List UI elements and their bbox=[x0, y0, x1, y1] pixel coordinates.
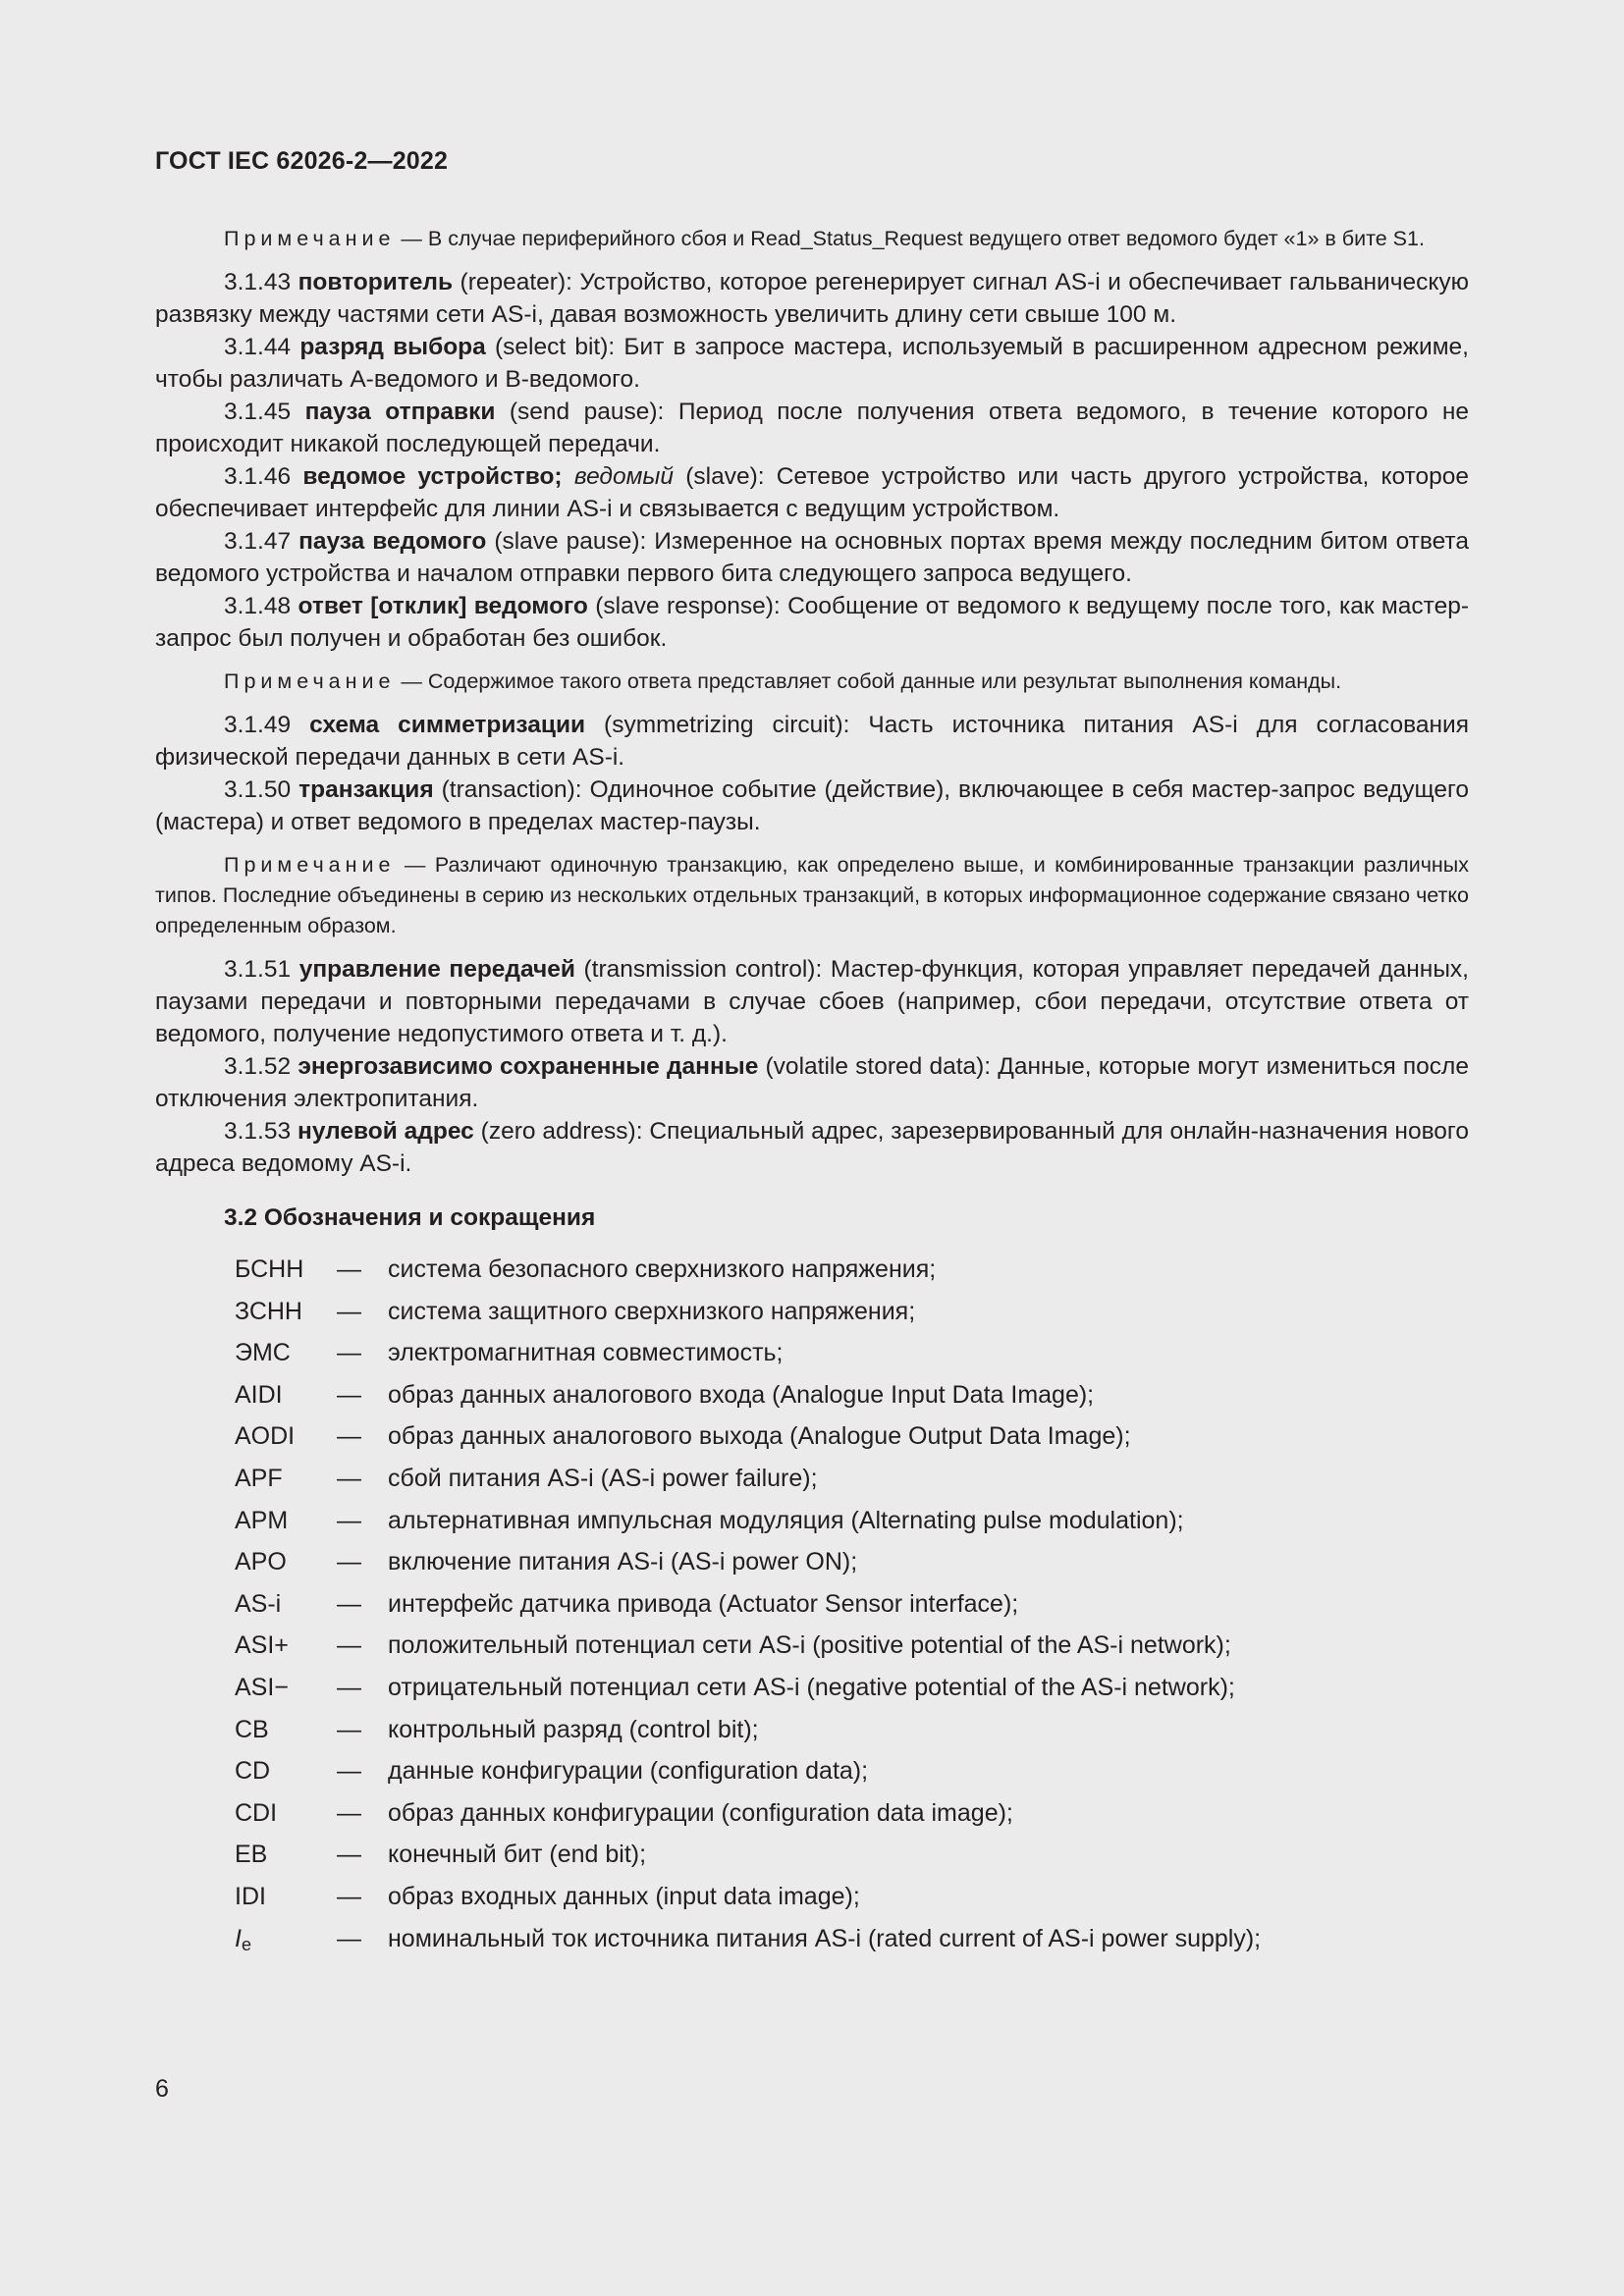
abbreviation-definition: данные конфигурации (configuration data); bbox=[388, 1757, 869, 1786]
abbreviation-row bbox=[235, 1465, 1469, 1507]
abbreviation-code: APM bbox=[235, 1506, 289, 1534]
definition-text: (select bit): Бит в запросе мастера, используемый в расширенном адресном режиме, чтобы различать А-ведомого и В-ведомого. bbox=[155, 334, 1469, 393]
defined-term: нулевой адрес bbox=[298, 1118, 474, 1145]
abbreviation-row bbox=[235, 1674, 1469, 1716]
abbreviation-definition: система защитного сверхнизкого напряжения; bbox=[388, 1297, 916, 1325]
note-paragraph bbox=[155, 224, 1469, 254]
definition-text: (symmetrizing circuit): Часть источника питания AS-i для согласования физической передачи данных в сети AS-i. bbox=[155, 712, 1469, 771]
abbreviation-row bbox=[235, 1841, 1469, 1883]
abbreviation-dash: — bbox=[337, 1924, 361, 1952]
note-label: Примечание bbox=[224, 853, 396, 877]
abbreviation-row bbox=[235, 1590, 1469, 1632]
abbreviation-dash: — bbox=[337, 1297, 361, 1325]
defined-term: ведомое устройство; bbox=[302, 463, 563, 490]
abbreviation-code: AS-i bbox=[235, 1589, 282, 1618]
abbreviation-row bbox=[235, 1548, 1469, 1590]
abbreviation-definition: образ данных аналогового входа (Analogue Input Data Image); bbox=[388, 1380, 1095, 1409]
clause-number: 3.1.48 bbox=[224, 593, 298, 619]
clause-number: 3.1.47 bbox=[224, 528, 299, 555]
abbreviation-code: ЗСНН bbox=[235, 1297, 302, 1325]
definition-text: (send pause): Период после получения ответа ведомого, в течение которого не происходит никакой последующей передачи. bbox=[155, 399, 1469, 457]
abbreviation-row bbox=[235, 1716, 1469, 1758]
defined-term: ответ [отклик] ведомого bbox=[298, 593, 588, 619]
clause-number: 3.1.44 bbox=[224, 334, 300, 360]
definition-3-1-43 bbox=[155, 266, 1469, 331]
abbreviation-definition: электромагнитная совместимость; bbox=[388, 1339, 784, 1367]
abbreviation-code: AIDI bbox=[235, 1380, 283, 1409]
defined-term: разряд выбора bbox=[299, 334, 486, 360]
abbreviation-code: APF bbox=[235, 1464, 283, 1492]
abbreviation-dash: — bbox=[337, 1548, 361, 1576]
abbreviations-list bbox=[235, 1255, 1469, 1966]
note-text: — В случае периферийного сбоя и Read_Status_Request ведущего ответ ведомого будет «1» в бите S1. bbox=[395, 227, 1425, 250]
abbreviation-code: ЭМС bbox=[235, 1339, 291, 1367]
abbreviation-code: IDI bbox=[235, 1882, 266, 1910]
definition-3-1-49 bbox=[155, 709, 1469, 774]
definition-text: (repeater): Устройство, которое регенерирует сигнал AS-i и обеспечивает гальваническую развязку между частями сети AS-i, давая возможность увеличить длину сети свыше 100 м. bbox=[155, 269, 1469, 328]
note-paragraph bbox=[155, 850, 1469, 941]
abbreviation-dash: — bbox=[337, 1506, 361, 1534]
abbreviation-definition: система безопасного сверхнизкого напряжения; bbox=[388, 1255, 937, 1283]
abbreviation-definition: контрольный разряд (control bit); bbox=[388, 1715, 759, 1743]
abbreviation-row bbox=[235, 1339, 1469, 1381]
abbreviation-row bbox=[235, 1422, 1469, 1465]
abbreviation-definition: сбой питания AS-i (AS-i power failure); bbox=[388, 1464, 818, 1492]
defined-term: транзакция bbox=[298, 776, 434, 803]
page-number: 6 bbox=[155, 2075, 169, 2103]
abbreviation-code: EB bbox=[235, 1841, 268, 1869]
alternative-term: ведомый bbox=[573, 463, 675, 490]
definition-text: (slave response): Сообщение от ведомого к ведущему после того, как мастер-запрос был получен и обработан без ошибок. bbox=[155, 593, 1469, 652]
definition-text: (volatile stored data): Данные, которые могут измениться после отключения электропитания. bbox=[155, 1053, 1469, 1112]
defined-term: управление передачей bbox=[298, 956, 575, 983]
abbreviation-dash: — bbox=[337, 1757, 361, 1786]
abbreviation-code: CD bbox=[235, 1757, 271, 1786]
note-paragraph bbox=[155, 667, 1469, 697]
definition-3-1-48 bbox=[155, 590, 1469, 655]
abbreviation-dash: — bbox=[337, 1464, 361, 1492]
clause-number: 3.1.53 bbox=[224, 1118, 298, 1145]
abbreviation-code: APO bbox=[235, 1548, 287, 1576]
abbreviation-dash: — bbox=[337, 1631, 361, 1660]
defined-term: энергозависимо сохраненные данные bbox=[298, 1053, 759, 1080]
defined-term: пауза ведомого bbox=[298, 528, 487, 555]
clause-number: 3.1.50 bbox=[224, 776, 299, 803]
abbreviation-code: CB bbox=[235, 1715, 269, 1743]
abbreviation-dash: — bbox=[337, 1339, 361, 1367]
definition-3-1-47 bbox=[155, 525, 1469, 590]
note-text: — Содержимое такого ответа представляет собой данные или результат выполнения команды. bbox=[395, 669, 1342, 693]
note-label: Примечание bbox=[224, 227, 396, 250]
abbreviation-definition: образ данных аналогового выхода (Analogue Output Data Image); bbox=[388, 1422, 1131, 1451]
symbol-base: I bbox=[235, 1924, 242, 1952]
definition-text: (slave pause): Измеренное на основных портах время между последним битом ответа ведомого устройства и началом отправки первого бита следующего запроса ведущего. bbox=[155, 528, 1470, 587]
abbreviation-code: БСНН bbox=[235, 1255, 304, 1283]
definition-3-1-52 bbox=[155, 1050, 1469, 1115]
abbreviation-row bbox=[235, 1381, 1469, 1423]
defined-term: повторитель bbox=[298, 269, 454, 295]
abbreviation-dash: — bbox=[337, 1715, 361, 1743]
abbreviation-dash: — bbox=[337, 1422, 361, 1451]
defined-term: пауза отправки bbox=[304, 399, 496, 425]
abbreviation-row bbox=[235, 1298, 1469, 1340]
abbreviation-row bbox=[235, 1255, 1469, 1298]
clause-number: 3.1.46 bbox=[224, 463, 303, 490]
definition-text: (zero address): Специальный адрес, зарезервированный для онлайн-назначения нового адреса ведомому AS-i. bbox=[155, 1118, 1469, 1177]
abbreviation-row bbox=[235, 1757, 1469, 1799]
abbreviation-dash: — bbox=[337, 1589, 361, 1618]
abbreviation-definition: образ входных данных (input data image); bbox=[388, 1882, 860, 1910]
definition-3-1-51 bbox=[155, 953, 1469, 1050]
clause-number: 3.1.51 bbox=[224, 956, 299, 983]
abbreviation-dash: — bbox=[337, 1673, 361, 1701]
abbreviation-row bbox=[235, 1799, 1469, 1842]
abbreviation-definition: интерфейс датчика привода (Actuator Sensor interface); bbox=[388, 1589, 1019, 1618]
definition-3-1-50 bbox=[155, 774, 1469, 838]
clause-number: 3.1.43 bbox=[224, 269, 298, 295]
symbol-subscript: e bbox=[241, 1934, 251, 1954]
abbreviation-code: CDI bbox=[235, 1798, 278, 1827]
abbreviation-dash: — bbox=[337, 1255, 361, 1283]
abbreviation-definition: альтернативная импульсная модуляция (Alternating pulse modulation); bbox=[388, 1506, 1184, 1534]
abbreviation-dash: — bbox=[337, 1798, 361, 1827]
document-header: ГОСТ IEC 62026-2—2022 bbox=[155, 147, 449, 175]
abbreviation-dash: — bbox=[337, 1882, 361, 1910]
definition-3-1-46 bbox=[155, 460, 1469, 525]
abbreviation-row bbox=[235, 1883, 1469, 1925]
abbreviation-code: ASI+ bbox=[235, 1631, 289, 1660]
clause-number: 3.1.49 bbox=[224, 712, 310, 738]
definition-text: (slave): Сетевое устройство или часть другого устройства, которое обеспечивает интерфейс для линии AS-i и связывается с ведущим устройством. bbox=[155, 463, 1470, 522]
definition-3-1-45 bbox=[155, 396, 1469, 460]
note-text: — Различают одиночную транзакцию, как определено выше, и комбинированные транзакции различных типов. Последние объединены в серию из нескольких отдельных транзакций, в которых информационное содержание связано четко определенным образом. bbox=[155, 853, 1469, 937]
definition-3-1-44 bbox=[155, 331, 1469, 396]
abbreviation-definition: отрицательный потенциал сети AS-i (negative potential of the AS-i network); bbox=[388, 1673, 1235, 1701]
abbreviation-dash: — bbox=[337, 1841, 361, 1869]
clause-number: 3.1.52 bbox=[224, 1053, 298, 1080]
abbreviation-row bbox=[235, 1631, 1469, 1674]
abbreviation-definition: образ данных конфигурации (configuration data image); bbox=[388, 1798, 1013, 1827]
abbreviation-row bbox=[235, 1507, 1469, 1549]
section-heading: 3.2 Обозначения и сокращения bbox=[224, 1204, 596, 1231]
page-body bbox=[155, 224, 1469, 1966]
abbreviation-row bbox=[235, 1925, 1469, 1967]
note-label: Примечание bbox=[224, 669, 396, 693]
definition-text: (transmission control): Мастер-функция, которая управляет передачей данных, паузами передачи и повторными передачами в случае сбоев (например, сбои передачи, отсутствие ответа от ведомого, получение недопустимого ответа и т. д.). bbox=[155, 956, 1469, 1047]
abbreviation-code: ASI− bbox=[235, 1673, 289, 1701]
definition-text: (transaction): Одиночное событие (действие), включающее в себя мастер-запрос ведущего (мастера) и ответ ведомого в пределах мастер-паузы. bbox=[155, 776, 1469, 835]
abbreviation-code bbox=[235, 1925, 337, 1953]
abbreviation-definition: номинальный ток источника питания AS-i (rated current of AS-i power supply); bbox=[388, 1924, 1262, 1952]
abbreviation-code: AODI bbox=[235, 1422, 296, 1451]
abbreviation-definition: положительный потенциал сети AS-i (positive potential of the AS-i network); bbox=[388, 1631, 1231, 1660]
clause-number: 3.1.45 bbox=[224, 399, 305, 425]
defined-term: схема симметризации bbox=[309, 712, 586, 738]
abbreviation-definition: конечный бит (end bit); bbox=[388, 1841, 647, 1869]
definition-3-1-53 bbox=[155, 1115, 1469, 1180]
abbreviation-dash: — bbox=[337, 1380, 361, 1409]
abbreviation-definition: включение питания AS-i (AS-i power ON); bbox=[388, 1548, 858, 1576]
